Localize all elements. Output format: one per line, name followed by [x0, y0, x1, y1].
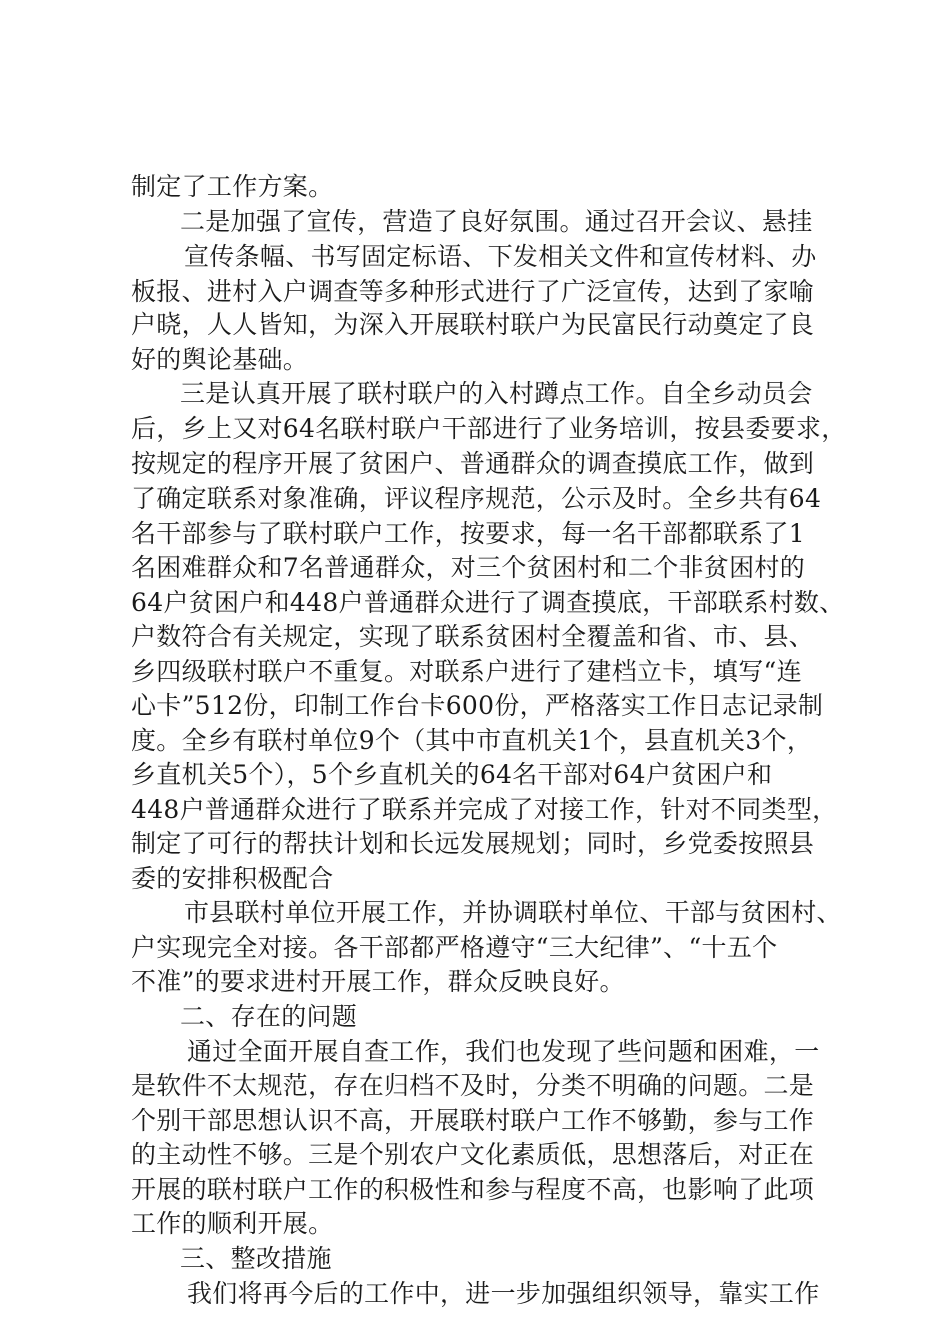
text-line: 个别干部思想认识不高，开展联村联户工作不够勤，参与工作	[131, 1106, 815, 1135]
text-line: 名困难群众和7名普通群众，对三个贫困村和二个非贫困村的	[131, 553, 806, 582]
section-heading: 三、整改措施	[180, 1244, 332, 1273]
text-line: 不准”的要求进村开展工作，群众反映良好。	[131, 967, 625, 996]
text-line: 委的安排积极配合	[131, 864, 334, 893]
text-line: 宣传条幅、书写固定标语、下发相关文件和宣传材料、办	[184, 242, 817, 271]
text-line: 按规定的程序开展了贫困户、普通群众的调查摸底工作，做到	[131, 449, 815, 478]
text-line: 64户贫困户和448户普通群众进行了调查摸底，干部联系村数、	[131, 588, 845, 617]
text-line: 二是加强了宣传，营造了良好氛围。通过召开会议、悬挂	[180, 207, 813, 236]
text-line: 乡直机关5个），5个乡直机关的64名干部对64户贫困户和	[131, 760, 773, 789]
text-line: 448户普通群众进行了联系并完成了对接工作，针对不同类型，	[131, 795, 838, 824]
text-line: 三是认真开展了联村联户的入村蹲点工作。自全乡动员会	[180, 379, 813, 408]
text-line: 板报、进村入户调查等多种形式进行了广泛宣传，达到了家喻	[131, 277, 815, 306]
text-line: 制定了工作方案。	[131, 172, 334, 201]
text-line: 度。全乡有联村单位9个（其中市直机关1个，县直机关3个，	[131, 726, 813, 755]
text-line: 开展的联村联户工作的积极性和参与程度不高，也影响了此项	[131, 1175, 815, 1204]
section-heading: 二、存在的问题	[180, 1002, 358, 1031]
text-line: 的主动性不够。三是个别农户文化素质低，思想落后，对正在	[131, 1140, 815, 1169]
text-line: 是软件不太规范，存在归档不及时，分类不明确的问题。二是	[131, 1071, 815, 1100]
text-line: 我们将再今后的工作中，进一步加强组织领导，靠实工作	[187, 1279, 820, 1308]
text-line: 乡四级联村联户不重复。对联系户进行了建档立卡，填写“连	[131, 657, 802, 686]
text-line: 市县联村单位开展工作，并协调联村单位、干部与贫困村、	[184, 898, 842, 927]
text-line: 通过全面开展自查工作，我们也发现了些问题和困难，一	[187, 1037, 820, 1066]
text-line: 户数符合有关规定，实现了联系贫困村全覆盖和省、市、县、	[131, 622, 815, 651]
text-line: 后，乡上又对64名联村联户干部进行了业务培训，按县委要求，	[131, 414, 847, 443]
text-line: 工作的顺利开展。	[131, 1209, 334, 1238]
text-line: 户晓，人人皆知，为深入开展联村联户为民富民行动奠定了良	[131, 310, 815, 339]
text-line: 户实现完全对接。各干部都严格遵守“三大纪律”、“十五个	[131, 933, 778, 962]
text-line: 了确定联系对象准确，评议程序规范，公示及时。全乡共有64	[131, 484, 822, 513]
text-line: 制定了可行的帮扶计划和长远发展规划；同时，乡党委按照县	[131, 829, 815, 858]
text-line: 好的舆论基础。	[131, 345, 309, 374]
text-line: 名干部参与了联村联户工作，按要求，每一名干部都联系了1	[131, 519, 806, 548]
text-line: 心卡”512份，印制工作台卡600份，严格落实工作日志记录制	[131, 691, 824, 720]
